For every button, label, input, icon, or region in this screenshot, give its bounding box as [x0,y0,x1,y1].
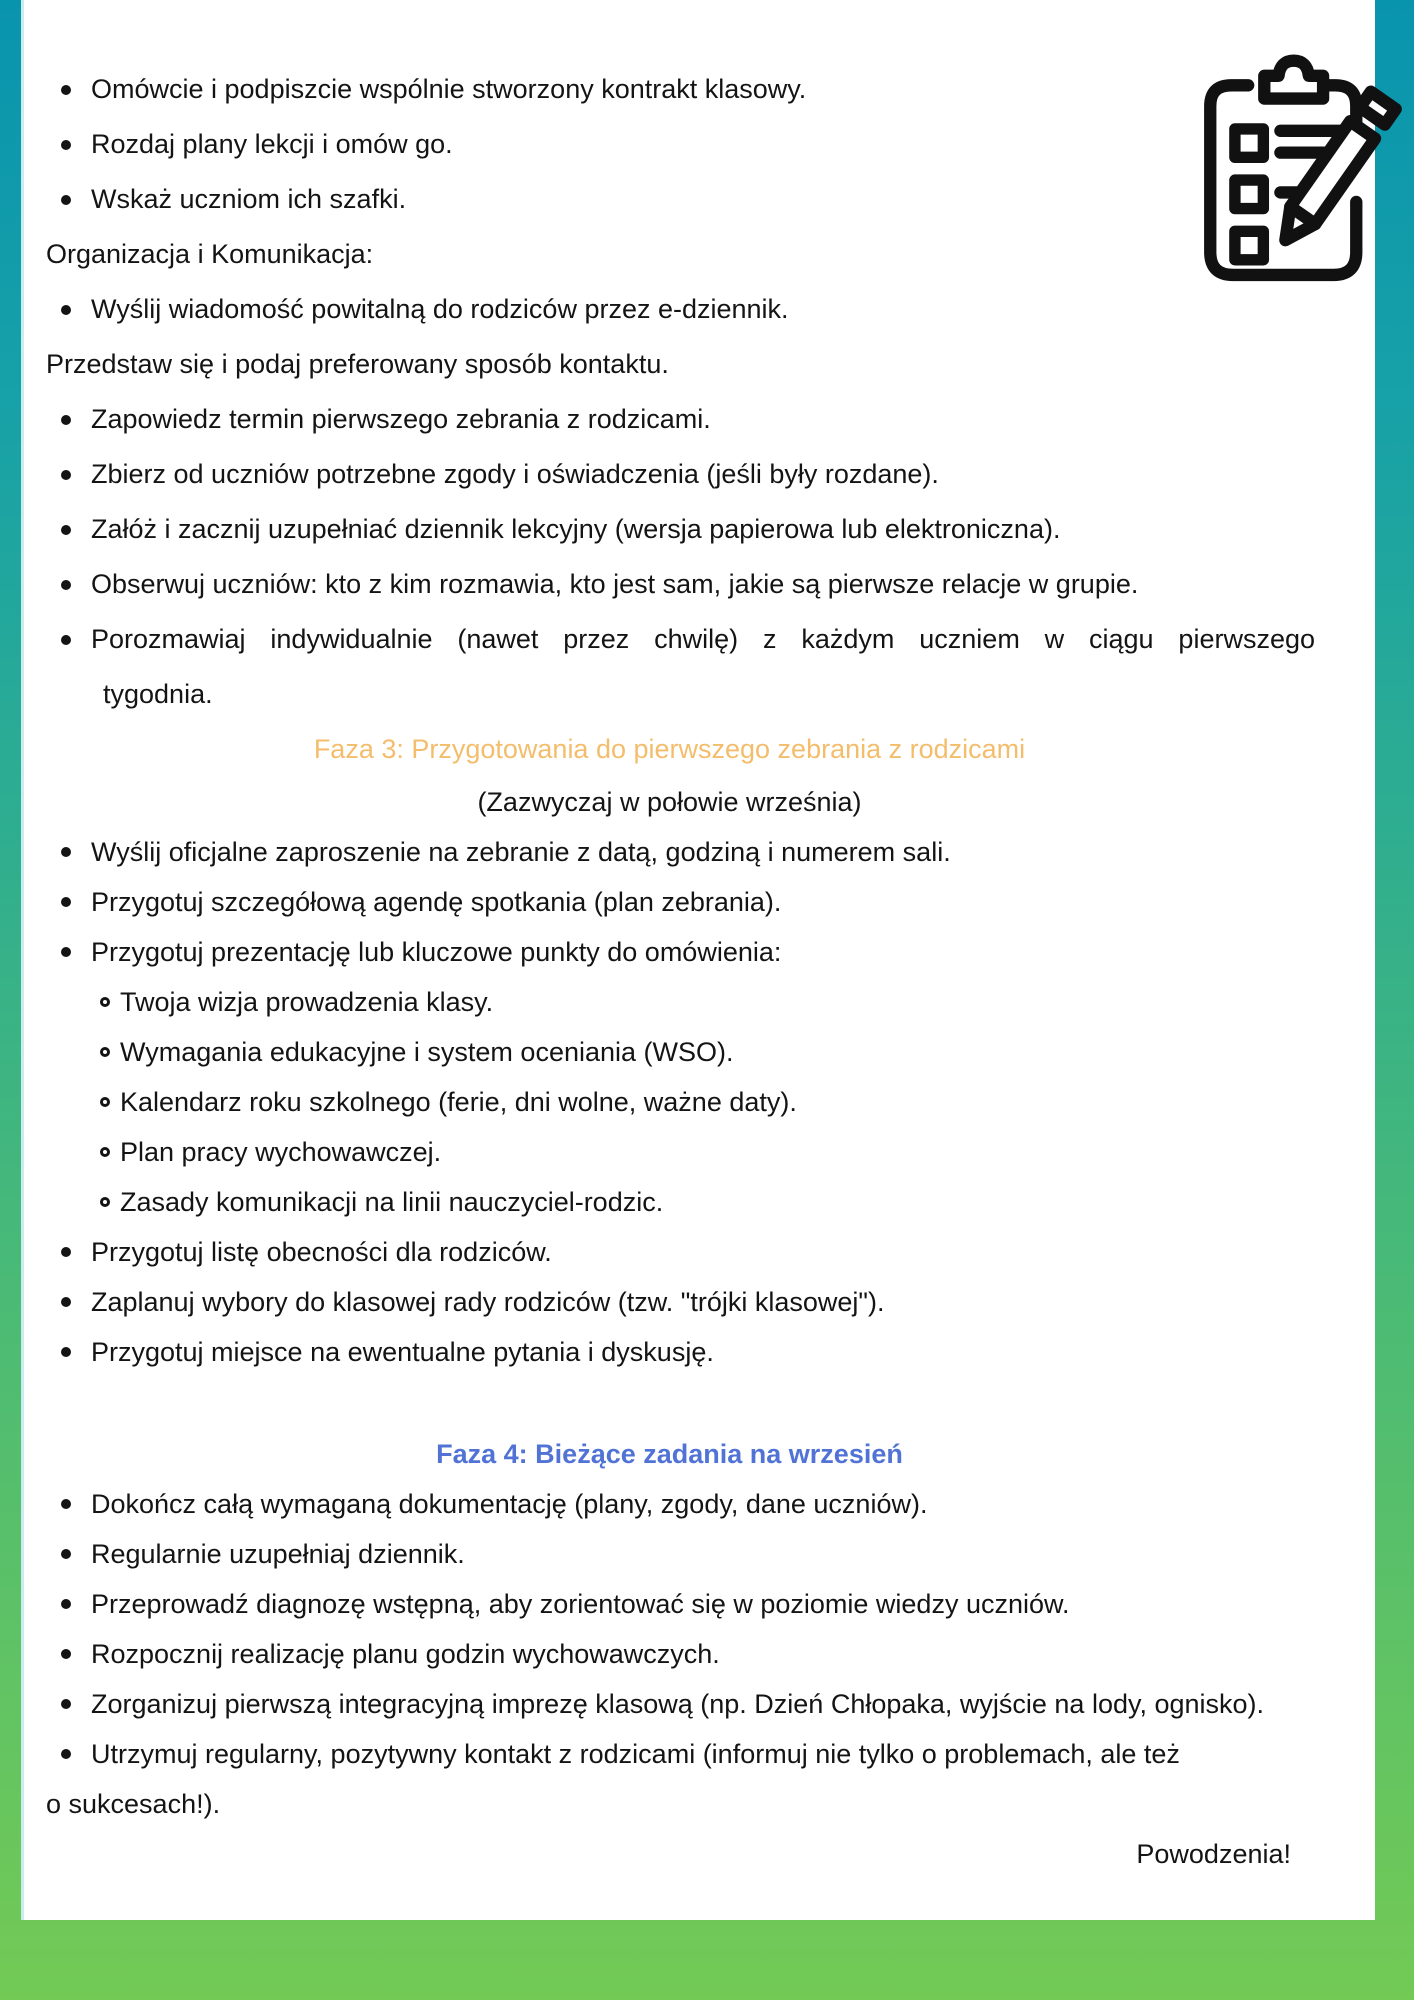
list-item-continuation: tygodnia. [103,679,213,709]
list-item: Obserwuj uczniów: kto z kim rozmawia, kto jest sam, jakie są pierwsze relacje w grupie. [24,557,1375,612]
sub-list-item: Plan pracy wychowawczej. [24,1127,1375,1177]
clipboard-checklist-pencil-icon [1174,36,1402,292]
section-spacer [24,1377,1375,1429]
list-item: Przeprowadź diagnozę wstępną, aby zorientować się w poziomie wiedzy uczniów. [24,1579,1375,1629]
list-item: Przygotuj miejsce na ewentualne pytania i dyskusję. [24,1327,1375,1377]
list-item: Rozdaj plany lekcji i omów go. [24,117,1375,172]
list-item-continuation: o sukcesach!). [46,1789,221,1819]
page-content [24,0,1375,1879]
phase3-subtitle: (Zazwyczaj w połowie września) [477,787,862,817]
note-line: Przedstaw się i podaj preferowany sposób kontaktu. [46,349,669,379]
list-item: Przygotuj prezentację lub kluczowe punkty do omówienia: [24,927,1375,977]
sub-list-item: Kalendarz roku szkolnego (ferie, dni wolne, ważne daty). [24,1077,1375,1127]
list-item: Wyślij oficjalne zaproszenie na zebranie z datą, godziną i numerem sali. [24,827,1375,877]
list-item: Utrzymuj regularny, pozytywny kontakt z rodzicami (informuj nie tylko o problemach, ale też [24,1729,1375,1779]
list-item: Porozmawiaj indywidualnie (nawet przez chwilę) z każdym uczniem w ciągu pierwszego [24,612,1375,667]
list-item: Wskaż uczniom ich szafki. [24,172,1375,227]
section-label: Organizacja i Komunikacja: [46,239,374,269]
list-item: Załóż i zacznij uzupełniać dziennik lekcyjny (wersja papierowa lub elektroniczna). [24,502,1375,557]
closing-text: Powodzenia! [1136,1839,1291,1869]
sub-list-item: Twoja wizja prowadzenia klasy. [24,977,1375,1027]
page-background [21,0,1375,1920]
list-item: Rozpocznij realizację planu godzin wychowawczych. [24,1629,1375,1679]
list-item: Dokończ całą wymaganą dokumentację (plany, zgody, dane uczniów). [24,1479,1375,1529]
list-item: Zorganizuj pierwszą integracyjną imprezę klasową (np. Dzień Chłopaka, wyjście na lody, ognisko). [24,1679,1375,1729]
sub-list-item: Wymagania edukacyjne i system oceniania (WSO). [24,1027,1375,1077]
phase3-heading: Faza 3: Przygotowania do pierwszego zebrania z rodzicami [313,734,1026,764]
list-item: Zbierz od uczniów potrzebne zgody i oświadczenia (jeśli były rozdane). [24,447,1375,502]
list-item: Zaplanuj wybory do klasowej rady rodziców (tzw. "trójki klasowej"). [24,1277,1375,1327]
list-item: Przygotuj listę obecności dla rodziców. [24,1227,1375,1277]
list-item: Regularnie uzupełniaj dziennik. [24,1529,1375,1579]
list-item: Omówcie i podpiszcie wspólnie stworzony kontrakt klasowy. [24,62,1375,117]
list-item: Wyślij wiadomość powitalną do rodziców przez e-dziennik. [24,282,1375,337]
list-item: Zapowiedz termin pierwszego zebrania z rodzicami. [24,392,1375,447]
sub-list-item: Zasady komunikacji na linii nauczyciel-rodzic. [24,1177,1375,1227]
phase4-heading: Faza 4: Bieżące zadania na wrzesień [436,1439,903,1469]
list-item: Przygotuj szczegółową agendę spotkania (plan zebrania). [24,877,1375,927]
